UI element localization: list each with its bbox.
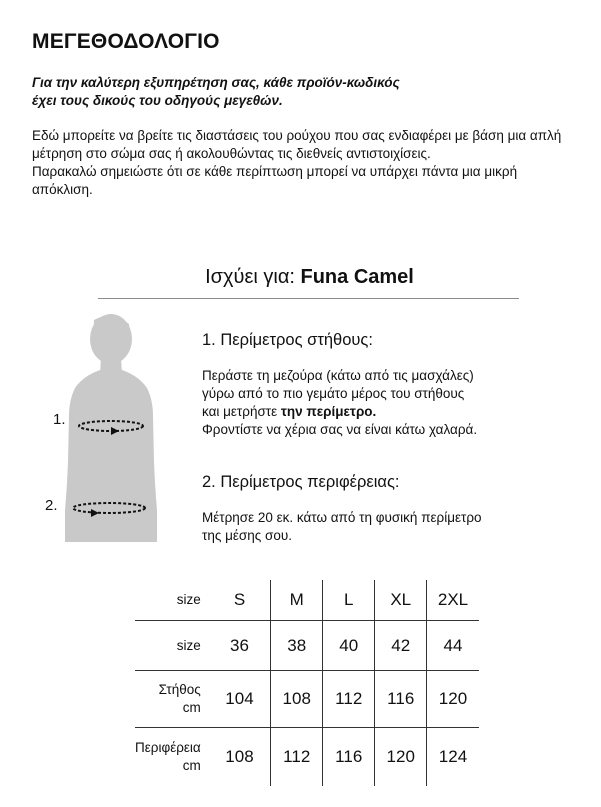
applies-to	[0, 266, 601, 289]
table-cell: 40	[323, 621, 375, 671]
row-label-line-1: Περιφέρεια	[135, 740, 201, 755]
table-cell: 112	[271, 728, 323, 787]
chest-line-3	[202, 403, 562, 421]
hips-line-2: της μέσης σου.	[202, 528, 292, 543]
table-cell: 120	[375, 728, 427, 787]
chest-heading: 1. Περίμετρος στήθους:	[202, 331, 373, 349]
intro-paragraph-2: Παρακαλώ σημειώστε ότι σε κάθε περίπτωση μπορεί να υπάρχει πάντα μια μικρή απόκλιση.	[32, 164, 518, 197]
table-cell: 104	[209, 671, 271, 728]
row-label-line-2: cm	[182, 758, 201, 773]
table-cell: 44	[427, 621, 479, 671]
table-cell: 38	[271, 621, 323, 671]
table-cell: 42	[375, 621, 427, 671]
table-cell: 120	[427, 671, 479, 728]
subtitle	[32, 74, 552, 110]
chest-line-1: Περάστε τη μεζούρα (κάτω από τις μασχάλες)	[202, 368, 474, 383]
chest-instructions	[202, 367, 562, 439]
table-row-hips	[135, 728, 479, 787]
subtitle-line-1: Για την καλύτερη εξυπηρέτηση σας, κάθε προϊόν-κωδικός	[32, 75, 400, 90]
body-figure	[45, 312, 165, 553]
intro-text	[32, 127, 572, 199]
hips-marker: 2.	[45, 497, 58, 514]
table-row-chest	[135, 671, 479, 728]
page-title: ΜΕΓΕΘΟΔΟΛΟΓΙΟ	[32, 30, 220, 53]
row-label: size	[176, 592, 201, 607]
subtitle-line-2: έχει τους δικούς του οδηγούς μεγεθών.	[32, 93, 283, 108]
table-cell: XL	[375, 580, 427, 621]
intro-paragraph-1: Εδώ μπορείτε να βρείτε τις διαστάσεις του ρούχου που σας ενδιαφέρει με βάση μια απλή μέτρηση στο σώμα σας ή ακολουθώντας τις διεθνείς αντιστοιχίσεις.	[32, 128, 562, 161]
chest-line-3-bold: την περίμετρο.	[280, 404, 377, 419]
row-label-line-1: Στήθος	[158, 682, 201, 697]
chest-line-3-text: και μετρήστε	[202, 404, 281, 419]
body-silhouette	[45, 312, 165, 548]
row-label	[135, 671, 209, 728]
row-label	[135, 728, 209, 787]
hips-heading: 2. Περίμετρος περιφέρειας:	[202, 473, 400, 491]
table-cell: S	[233, 590, 246, 609]
table-cell: 2XL	[427, 580, 479, 621]
table-cell: 108	[271, 671, 323, 728]
product-name: Funa Camel	[300, 266, 414, 288]
applies-prefix: Ισχύει για:	[205, 266, 301, 288]
size-chart-table	[135, 580, 479, 786]
row-label: size	[135, 621, 209, 671]
hips-line-1: Μέτρησε 20 εκ. κάτω από τη φυσική περίμετρο	[202, 510, 482, 525]
table-cell: 116	[323, 728, 375, 787]
divider	[98, 298, 519, 299]
hips-instructions	[202, 509, 562, 545]
table-cell: 108	[209, 728, 271, 787]
chest-marker: 1.	[53, 411, 66, 428]
row-label-line-2: cm	[182, 700, 201, 715]
chest-line-2: γύρω από το πιο γεμάτο μέρος του στήθους	[202, 386, 465, 401]
table-row-numeric	[135, 621, 479, 671]
table-cell: 116	[375, 671, 427, 728]
table-row-sizes	[135, 580, 479, 621]
table-cell: M	[271, 580, 323, 621]
table-cell: 124	[427, 728, 479, 787]
chest-line-4: Φροντίστε να χέρια σας να είναι κάτω χαλαρά.	[202, 422, 478, 437]
table-cell: 112	[323, 671, 375, 728]
table-cell: 36	[209, 621, 271, 671]
table-cell: L	[323, 580, 375, 621]
